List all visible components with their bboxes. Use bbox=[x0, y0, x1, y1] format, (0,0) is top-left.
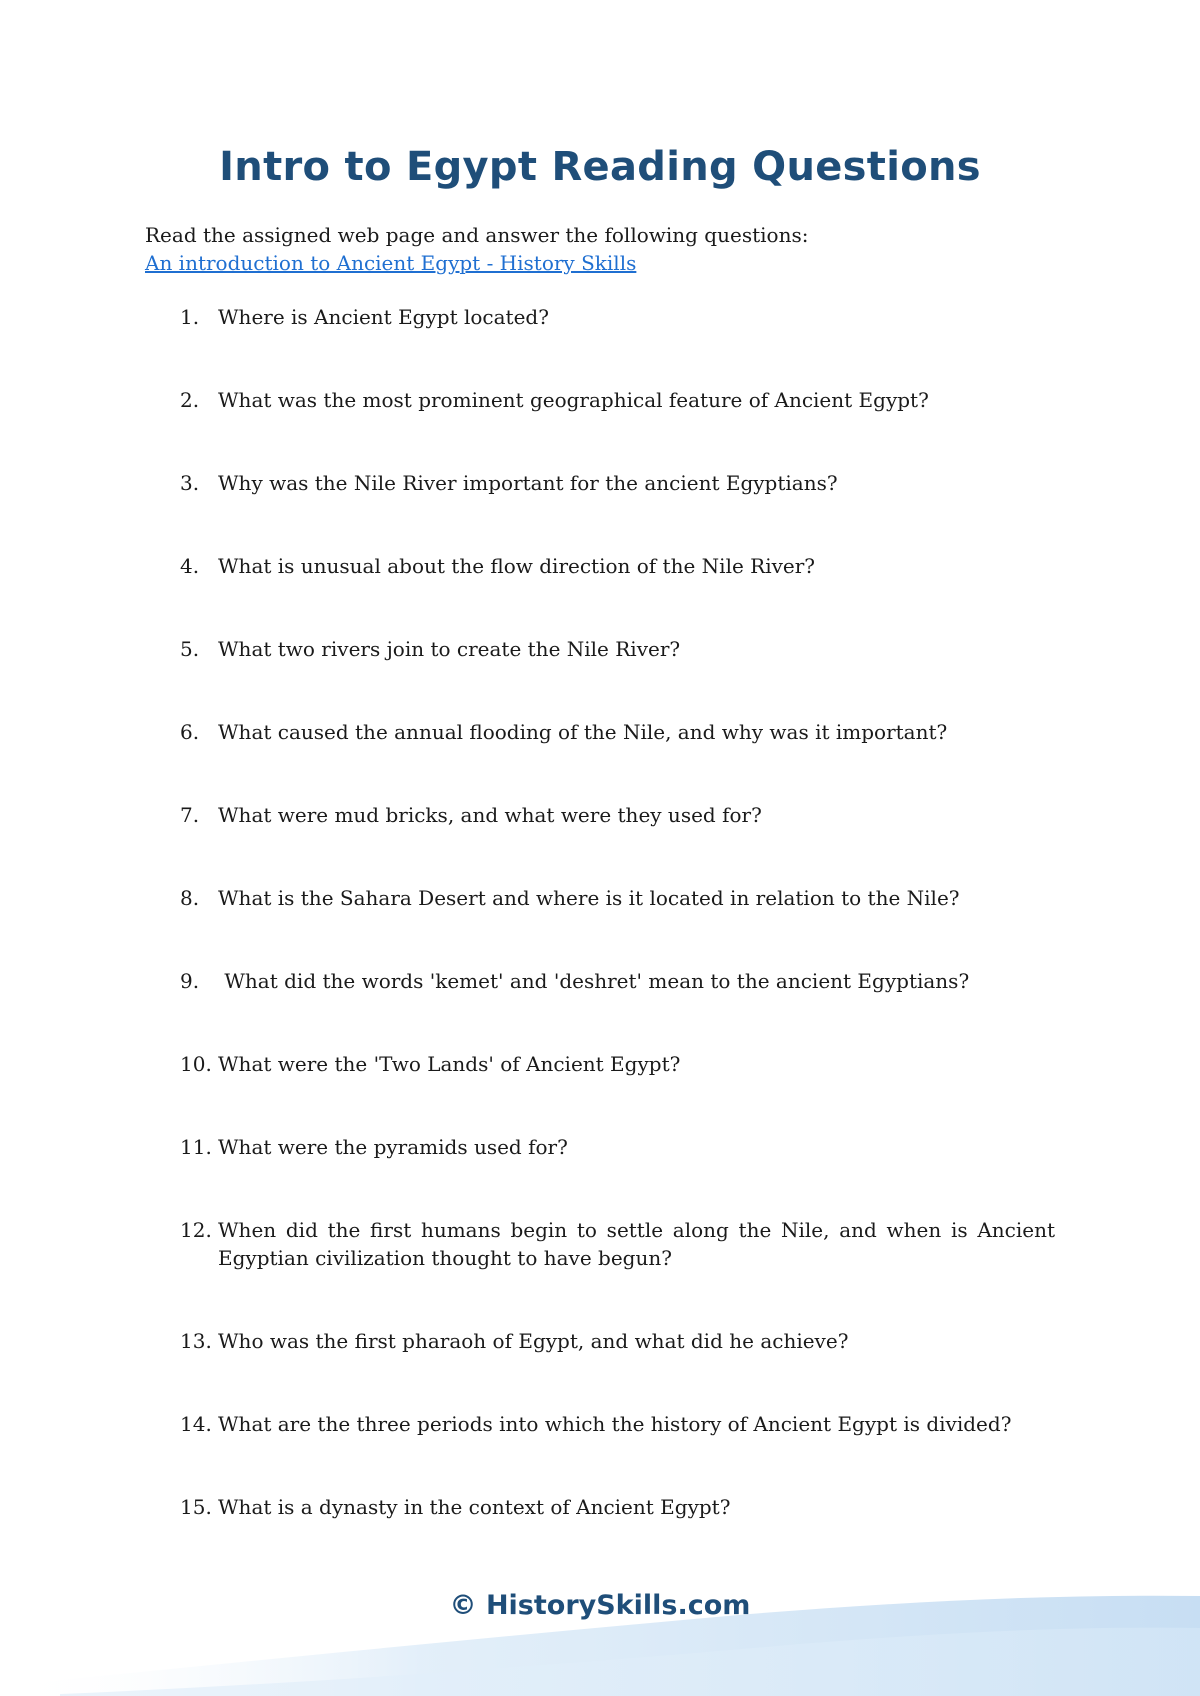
question-number: 14. bbox=[180, 1412, 212, 1436]
question-text: When did the first humans begin to settle along the Nile, and when is Ancient Egyptian civilization thought to have begun? bbox=[218, 1218, 1055, 1270]
instruction-text: Read the assigned web page and answer the following questions: bbox=[145, 223, 809, 247]
source-link[interactable]: An introduction to Ancient Egypt - History Skills bbox=[145, 251, 637, 275]
question-number: 8. bbox=[180, 886, 200, 910]
question-number: 3. bbox=[180, 471, 200, 495]
intro-section bbox=[145, 221, 808, 277]
question-number: 10. bbox=[180, 1052, 212, 1076]
question-text: Why was the Nile River important for the ancient Egyptians? bbox=[218, 471, 838, 495]
list-item bbox=[180, 1327, 1055, 1355]
list-item bbox=[180, 1493, 1055, 1521]
list-item bbox=[180, 1050, 1055, 1078]
question-number: 12. bbox=[180, 1218, 212, 1242]
question-text: What did the words 'kemet' and 'deshret' mean to the ancient Egyptians? bbox=[218, 969, 970, 993]
question-list bbox=[180, 303, 1055, 1576]
list-item bbox=[180, 635, 1055, 663]
list-item bbox=[180, 884, 1055, 912]
question-text: What two rivers join to create the Nile River? bbox=[218, 637, 681, 661]
question-text: What were the 'Two Lands' of Ancient Egypt? bbox=[218, 1052, 681, 1076]
question-text: What were the pyramids used for? bbox=[218, 1135, 568, 1159]
question-number: 13. bbox=[180, 1329, 212, 1353]
question-text: Who was the first pharaoh of Egypt, and what did he achieve? bbox=[218, 1329, 849, 1353]
question-number: 11. bbox=[180, 1135, 212, 1159]
list-item bbox=[180, 1410, 1055, 1438]
question-text: Where is Ancient Egypt located? bbox=[218, 305, 549, 329]
question-number: 5. bbox=[180, 637, 200, 661]
question-text: What was the most prominent geographical feature of Ancient Egypt? bbox=[218, 388, 929, 412]
question-number: 4. bbox=[180, 554, 200, 578]
page-title: Intro to Egypt Reading Questions bbox=[219, 144, 981, 190]
question-number: 7. bbox=[180, 803, 200, 827]
list-item bbox=[180, 801, 1055, 829]
list-item bbox=[180, 718, 1055, 746]
question-text: What caused the annual flooding of the Nile, and why was it important? bbox=[218, 720, 948, 744]
list-item bbox=[180, 469, 1055, 497]
list-item bbox=[180, 386, 1055, 414]
list-item bbox=[180, 967, 1055, 995]
list-item bbox=[180, 303, 1055, 331]
question-number: 15. bbox=[180, 1495, 212, 1519]
question-number: 2. bbox=[180, 388, 200, 412]
question-text: What are the three periods into which the history of Ancient Egypt is divided? bbox=[218, 1412, 1012, 1436]
list-item bbox=[180, 1133, 1055, 1161]
list-item bbox=[180, 552, 1055, 580]
list-item bbox=[180, 1216, 1055, 1272]
question-text: What were mud bricks, and what were they used for? bbox=[218, 803, 762, 827]
question-number: 6. bbox=[180, 720, 200, 744]
question-text: What is a dynasty in the context of Ancient Egypt? bbox=[218, 1495, 731, 1519]
footer-wave-decoration bbox=[0, 1566, 1200, 1696]
footer-copyright: © HistorySkills.com bbox=[449, 1590, 751, 1621]
question-text: What is the Sahara Desert and where is it located in relation to the Nile? bbox=[218, 886, 960, 910]
question-number: 1. bbox=[180, 305, 200, 329]
question-text: What is unusual about the flow direction of the Nile River? bbox=[218, 554, 816, 578]
question-number: 9. bbox=[180, 969, 200, 993]
